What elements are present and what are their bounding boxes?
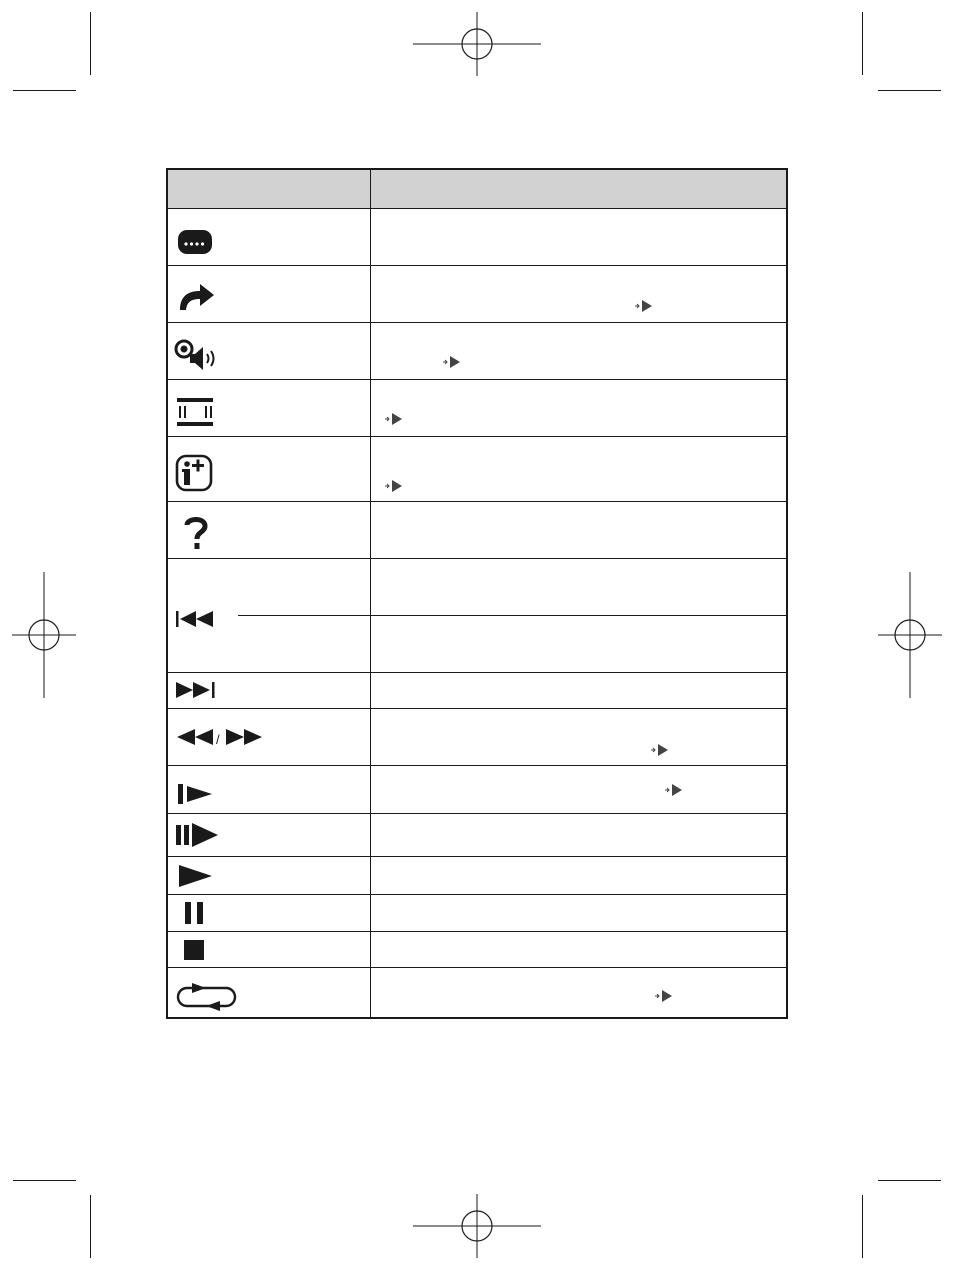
crop-mark-bottom-left-v: [90, 1195, 91, 1258]
row-separator: [168, 379, 786, 380]
row-separator: [168, 322, 786, 323]
question-icon: [184, 515, 208, 551]
page-reference-arrow-icon: [442, 356, 462, 368]
forward-icon: [224, 728, 264, 748]
page-reference-arrow-icon: [664, 784, 684, 796]
column-divider: [370, 170, 371, 1017]
registration-mark-left: [12, 572, 76, 698]
play-icon: [178, 864, 214, 888]
page-reference-arrow-icon: [650, 744, 670, 756]
stop-icon: [183, 939, 205, 961]
crop-mark-top-right-h: [878, 90, 941, 91]
button-reference-table: [166, 168, 788, 1019]
audio-icon: [174, 338, 220, 372]
page-reference-arrow-icon: [384, 480, 404, 492]
menu-dots-icon: [176, 227, 214, 257]
row-separator: [168, 501, 786, 502]
subtitle-icon: [176, 397, 216, 427]
registration-mark-top: [413, 12, 541, 76]
slow-play-icon: [178, 782, 214, 806]
registration-mark-right: [878, 572, 942, 698]
row-separator: [168, 558, 786, 559]
crop-mark-bottom-left-h: [13, 1180, 76, 1181]
next-icon: [176, 680, 218, 700]
row-separator: [168, 672, 786, 673]
crop-mark-bottom-right-h: [878, 1180, 941, 1181]
previous-bracket-line: [238, 615, 370, 616]
row-separator: [168, 265, 786, 266]
repeat-icon: [176, 982, 238, 1012]
row-separator: [168, 894, 786, 895]
previous-icon: [176, 609, 218, 629]
page-reference-arrow-icon: [384, 413, 404, 425]
crop-mark-bottom-right-v: [862, 1195, 863, 1258]
step-play-icon: [176, 822, 220, 848]
row-separator: [168, 436, 786, 437]
row-separator: [168, 967, 786, 968]
table-header: [168, 170, 786, 209]
registration-mark-bottom: [413, 1194, 541, 1258]
crop-mark-top-right-v: [862, 12, 863, 75]
rewind-forward-separator: /: [216, 732, 220, 747]
row-separator: [168, 708, 786, 709]
row-separator: [168, 813, 786, 814]
rewind-icon: [176, 728, 216, 748]
row-separator: [168, 931, 786, 932]
crop-mark-top-left-h: [13, 90, 76, 91]
return-arrow-icon: [176, 282, 216, 312]
row-separator: [168, 765, 786, 766]
row-separator: [168, 856, 786, 857]
page-reference-arrow-icon: [654, 990, 674, 1002]
crop-mark-top-left-v: [90, 12, 91, 75]
info-plus-icon: [174, 453, 216, 493]
page-reference-arrow-icon: [634, 300, 654, 312]
pause-icon: [184, 901, 206, 925]
